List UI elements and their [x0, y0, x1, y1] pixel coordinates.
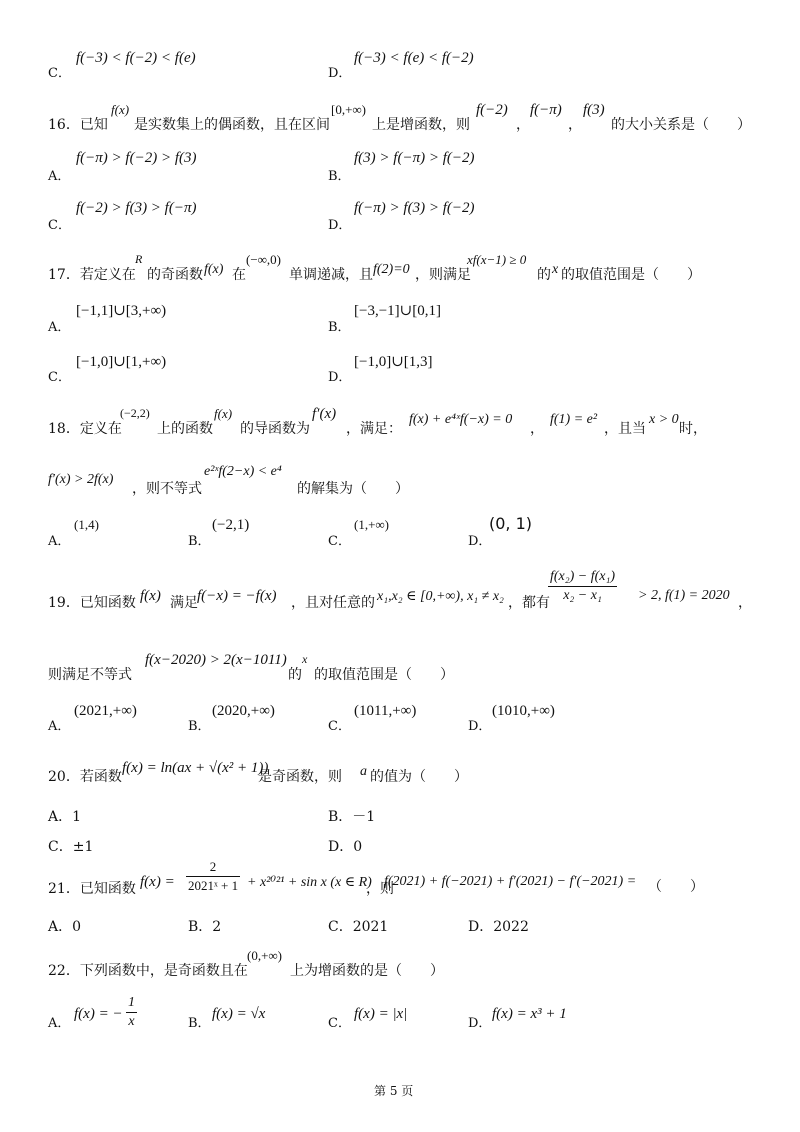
q21-expression: f(2021) + f(−2021) + f′(2021) − f′(−2021) =	[384, 874, 637, 889]
q18-sep: ，	[530, 421, 544, 437]
q17-text-1: 的奇函数	[147, 267, 203, 283]
q20-option-c: C．±1	[48, 839, 94, 855]
q16-value-2: f(−π)	[530, 102, 562, 118]
q18-equation-1: f(x) + e⁴ˣf(−x) = 0	[409, 412, 513, 427]
q16-text-1: 是实数集上的偶函数，且在区间	[134, 117, 330, 133]
q19-end: ，	[738, 595, 752, 611]
q22-option-d: f(x) = x³ + 1	[492, 1006, 567, 1022]
q16-option-c: f(−2) > f(3) > f(−π)	[76, 200, 197, 216]
q17-text-3: 单调递减，且	[289, 267, 373, 283]
q19-line2-text-3: 的取值范围是（ ）	[314, 667, 454, 683]
q17-inequality: xf(x−1) ≥ 0	[467, 252, 527, 267]
q21-text-1: ，则	[366, 881, 394, 897]
q19-option-b-label: B．	[188, 719, 211, 734]
q19-line2-text-2: 的	[288, 667, 302, 683]
q20-option-a: A．1	[48, 809, 82, 825]
q18-equation-2: f(1) = e²	[550, 412, 598, 427]
q16-option-c-label: C．	[48, 218, 71, 233]
q18-line2-text-1: ，则不等式	[132, 481, 202, 497]
q22-option-b: f(x) = √x	[212, 1006, 266, 1022]
q21-text-2: （ ）	[648, 879, 704, 895]
q19-odd: f(−x) = −f(x)	[197, 588, 277, 604]
q19-line2-inequality: f(x−2020) > 2(x−1011)	[145, 652, 287, 668]
q22-option-a-denominator: x	[128, 1014, 135, 1029]
q16-sep-1: ，	[516, 117, 530, 133]
q16-option-a-label: A．	[48, 169, 71, 184]
q19-text-2: ，且对任意的	[291, 595, 375, 611]
q18-domain: (−2,2)	[120, 406, 150, 420]
q22-option-c: f(x) = |x|	[354, 1006, 408, 1022]
q16-value-1: f(−2)	[476, 102, 508, 118]
q18-text-2: 的导函数为	[240, 421, 310, 437]
q19-fraction-numerator: f(x₂) − f(x₁)	[548, 568, 617, 587]
q15-option-c-label: C．	[48, 66, 71, 81]
q18-text-4: ，且当	[604, 421, 646, 437]
q21-fx-left: f(x) =	[140, 874, 175, 890]
q16-option-a: f(−π) > f(−2) > f(3)	[76, 150, 197, 166]
q17-option-a: [−1,1]∪[3,+∞)	[76, 303, 167, 319]
q17-text-6: 的取值范围是（ ）	[561, 267, 701, 283]
q18-text-5: 时，	[679, 421, 707, 437]
q20-option-d: D．0	[328, 839, 363, 855]
q22-number: 22．下列函数中，是奇函数且在	[48, 963, 248, 979]
q17-interval: (−∞,0)	[246, 252, 282, 267]
q17-number: 17．若定义在	[48, 267, 136, 283]
q21-fraction	[186, 858, 240, 895]
q18-line2-inequality-2: e²ˣf(2−x) < e⁴	[204, 464, 282, 479]
q17-x: x	[552, 262, 559, 277]
q18-number: 18．定义在	[48, 421, 122, 437]
q16-option-b-label: B．	[328, 169, 351, 184]
q19-option-a: (2021,+∞)	[74, 703, 137, 719]
q18-text-1: 上的函数	[157, 421, 213, 437]
q20-function: f(x) = ln(ax + √(x² + 1))	[122, 760, 269, 776]
q19-option-d-label: D．	[468, 719, 492, 734]
q19-fx: f(x)	[140, 588, 161, 604]
q17-text-2: 在	[232, 267, 246, 283]
q22-text-1: 上为增函数的是（ ）	[290, 963, 444, 979]
q16-interval: [0,+∞)	[331, 102, 367, 117]
q19-number: 19．已知函数	[48, 595, 136, 611]
q17-option-d-label: D．	[328, 370, 352, 385]
q19-option-a-label: A．	[48, 719, 71, 734]
q16-option-d: f(−π) > f(3) > f(−2)	[354, 200, 475, 216]
q22-option-a-left: f(x) = −	[74, 1006, 123, 1022]
q17-option-c: [−1,0]∪[1,+∞)	[76, 354, 167, 370]
q19-text-1: 满足	[170, 595, 198, 611]
q17-text-5: 的	[537, 267, 551, 283]
q22-option-b-label: B．	[188, 1016, 211, 1031]
q21-fraction-numerator: 2	[186, 858, 240, 877]
q16-number: 16．已知	[48, 117, 108, 133]
q17-text-4: ，则满足	[415, 267, 471, 283]
q20-a: a	[360, 764, 367, 779]
q18-text-3: ，满足：	[346, 421, 402, 437]
q20-text-1: 是奇函数，则	[258, 769, 342, 785]
q19-option-c-label: C．	[328, 719, 351, 734]
q18-line2-text-2: 的解集为（ ）	[297, 481, 409, 497]
q18-option-b-label: B．	[188, 534, 211, 549]
q18-fx: f(x)	[214, 406, 233, 421]
q22-option-a-fraction	[126, 994, 137, 1031]
q20-number: 20．若函数	[48, 769, 122, 785]
q17-R: R	[135, 252, 143, 266]
q16-option-b: f(3) > f(−π) > f(−2)	[354, 150, 475, 166]
q18-fprime: f′(x)	[312, 406, 337, 422]
q21-option-d: D．2022	[468, 919, 529, 935]
q19-option-d: (1010,+∞)	[492, 703, 555, 719]
q16-text-3: 的大小关系是（ ）	[611, 117, 751, 133]
q21-number: 21．已知函数	[48, 881, 136, 897]
q17-option-b-label: B．	[328, 320, 351, 335]
q18-option-b: (−2,1)	[212, 517, 250, 533]
q21-option-b: B．2	[188, 919, 222, 935]
q19-fraction-denominator: x₂ − x₁	[563, 588, 602, 603]
q18-option-c: (1,+∞)	[354, 517, 390, 532]
q17-option-b: [−3,−1]∪[0,1]	[354, 303, 441, 319]
q22-option-a-label: A．	[48, 1016, 71, 1031]
q16-fx: f(x)	[111, 102, 130, 117]
q19-rest: > 2, f(1) = 2020	[638, 588, 730, 603]
q18-option-d-label: D．	[468, 534, 492, 549]
q18-option-d: (0, 1)	[489, 514, 533, 533]
q18-condition: x > 0	[649, 412, 679, 427]
q15-option-d-label: D．	[328, 66, 352, 81]
q22-option-d-label: D．	[468, 1016, 492, 1031]
q19-option-c: (1011,+∞)	[354, 703, 417, 719]
q19-text-3: ，都有	[508, 595, 550, 611]
q21-option-a: A．0	[48, 919, 82, 935]
q20-text-2: 的值为（ ）	[370, 769, 468, 785]
q19-fraction	[548, 568, 617, 605]
q16-text-2: 上是增函数，则	[372, 117, 470, 133]
q17-fx: f(x)	[204, 262, 224, 277]
page-number: 第 5 页	[374, 1084, 414, 1098]
q22-option-c-label: C．	[328, 1016, 351, 1031]
q17-option-a-label: A．	[48, 320, 71, 335]
q18-option-a: (1,4)	[74, 517, 99, 532]
q21-option-c: C．2021	[328, 919, 389, 935]
q17-f2: f(2)=0	[373, 262, 410, 277]
q21-fx-right: + x²⁰²¹ + sin x (x ∈ R)	[247, 875, 372, 890]
q18-option-a-label: A．	[48, 534, 71, 549]
q16-sep-2: ，	[568, 117, 582, 133]
q16-option-d-label: D．	[328, 218, 352, 233]
q21-fraction-denominator: 2021ˣ + 1	[188, 878, 239, 893]
q18-line2-inequality: f′(x) > 2f(x)	[48, 472, 114, 487]
q16-value-3: f(3)	[583, 102, 605, 118]
q22-interval: (0,+∞)	[247, 948, 283, 963]
q19-option-b: (2020,+∞)	[212, 703, 275, 719]
q19-condition: x₁,x₂ ∈ [0,+∞), x₁ ≠ x₂	[377, 589, 504, 604]
q19-line2-text-1: 则满足不等式	[48, 667, 132, 683]
q22-option-a-numerator: 1	[126, 994, 137, 1013]
q17-option-d: [−1,0]∪[1,3]	[354, 354, 433, 370]
q20-option-b: B．－1	[328, 809, 376, 825]
q19-line2-x: x	[302, 652, 308, 666]
q18-option-c-label: C．	[328, 534, 351, 549]
q15-option-c: f(−3) < f(−2) < f(e)	[76, 50, 196, 66]
q15-option-d: f(−3) < f(e) < f(−2)	[354, 50, 474, 66]
q17-option-c-label: C．	[48, 370, 71, 385]
